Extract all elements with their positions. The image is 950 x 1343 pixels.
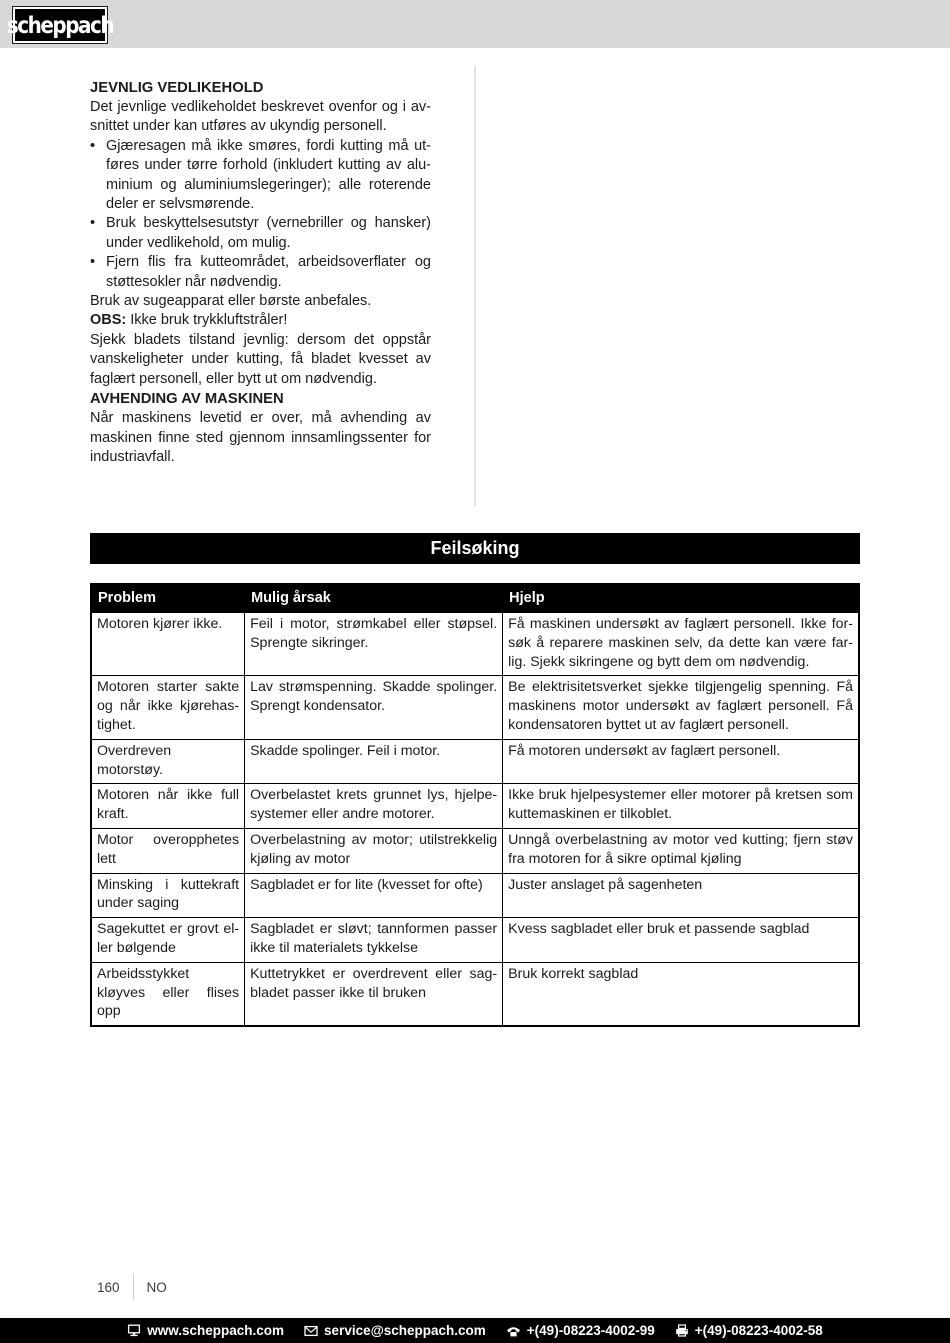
bullet-text: Fjern flis fra kutteområdet, arbeidsoverflater og støttesokler når nødvendig. bbox=[106, 254, 431, 290]
fax-label: +(49)-08223-4002-58 bbox=[694, 1323, 823, 1338]
cell-problem: Overdreven motorstøy. bbox=[91, 739, 245, 784]
disposal-body: Når maskinens levetid er over, må avhending av maskinen finne sted gjennom innsamlingssenter for industriavfall. bbox=[90, 410, 431, 465]
fax-icon bbox=[675, 1324, 689, 1337]
troubleshooting-table bbox=[90, 583, 860, 1027]
cell-cause: Overbelastet krets grunnet lys, hjelpe-systemer eller andre motorer. bbox=[245, 784, 503, 829]
maintenance-recommendation: Bruk av sugeapparat eller børste anbefales. bbox=[90, 293, 372, 310]
table-row bbox=[91, 962, 859, 1026]
maintenance-bullet bbox=[90, 214, 431, 253]
col-header-cause: Mulig årsak bbox=[245, 584, 503, 613]
website-contact bbox=[127, 1323, 284, 1338]
obs-text: Ikke bruk trykkluftstråler! bbox=[130, 312, 288, 329]
cell-cause: Skadde spolinger. Feil i motor. bbox=[245, 739, 503, 784]
troubleshooting-banner bbox=[90, 533, 860, 564]
text-column bbox=[90, 78, 431, 467]
cell-problem: Motoren kjører ikke. bbox=[91, 613, 245, 676]
cell-help: Bruk korrekt sagblad bbox=[503, 962, 859, 1026]
maintenance-closing: Sjekk bladets tilstand jevnlig: dersom det oppstår vanskeligheter under kutting, få bladet kvesset av faglært personell, eller bytt ut om nødvendig. bbox=[90, 331, 431, 387]
scheppach-logo-text: scheppach bbox=[6, 11, 114, 39]
phone-icon bbox=[506, 1325, 521, 1337]
obs-label: OBS: bbox=[90, 312, 127, 329]
table-row bbox=[91, 918, 859, 963]
scheppach-logo bbox=[6, 7, 114, 43]
table-row bbox=[91, 676, 859, 739]
email-label: service@scheppach.com bbox=[324, 1323, 486, 1338]
maintenance-intro: Det jevnlige vedlikeholdet beskrevet ovenfor og i av-snittet under kan utføres av ukyndig personell. bbox=[90, 99, 431, 135]
cell-cause: Sagbladet er sløvt; tannformen passer ikke til materialets tykkelse bbox=[245, 918, 503, 963]
maintenance-warning bbox=[90, 311, 431, 330]
email-icon bbox=[304, 1325, 318, 1337]
cell-cause: Feil i motor, strømkabel eller støpsel. Sprengte sikringer. bbox=[245, 613, 503, 676]
table-row bbox=[91, 613, 859, 676]
troubleshooting-banner-title: Feilsøking bbox=[430, 538, 520, 558]
email-contact bbox=[304, 1323, 486, 1338]
cell-cause: Lav strømspenning. Skadde spolinger. Sprengt kondensator. bbox=[245, 676, 503, 739]
cell-help: Få motoren undersøkt av faglært personell. bbox=[503, 739, 859, 784]
phone-label: +(49)-08223-4002-99 bbox=[526, 1323, 655, 1338]
table-row bbox=[91, 784, 859, 829]
cell-problem: Motoren når ikke full kraft. bbox=[91, 784, 245, 829]
cell-cause: Overbelastning av motor; utilstrekkelig kjøling av motor bbox=[245, 828, 503, 873]
table-header-row bbox=[91, 584, 859, 613]
bullet-text: Bruk beskyttelsesutstyr (vernebriller og hansker) under vedlikehold, om mulig. bbox=[106, 215, 431, 251]
maintenance-heading: JEVNLIG VEDLIKEHOLD bbox=[90, 80, 264, 96]
fax-contact bbox=[675, 1323, 823, 1338]
column-divider bbox=[474, 66, 476, 506]
table-row bbox=[91, 873, 859, 918]
website-label: www.scheppach.com bbox=[147, 1323, 285, 1338]
disposal-heading: AVHENDING AV MASKINEN bbox=[90, 391, 284, 408]
page-number: 160 bbox=[97, 1279, 120, 1295]
cell-help: Be elektrisitetsverket sjekke tilgjengelig spenning. Få maskinens motor undersøkt av faglært personell. Få kondensatoren byttet ut av faglært personell. bbox=[503, 676, 859, 739]
bullet-marker: • bbox=[90, 137, 96, 154]
bullet-marker: • bbox=[90, 215, 96, 232]
col-header-problem: Problem bbox=[91, 584, 245, 613]
cell-cause: Kuttetrykket er overdrevent eller sag-bladet passer ikke til bruken bbox=[245, 962, 503, 1026]
computer-icon bbox=[127, 1324, 141, 1337]
bullet-text: Gjæresagen må ikke smøres, fordi kutting må ut-føres under tørre forhold (inkludert kutting av alu-minium og aluminiumslegeringer); alle roterende deler er selvsmørende. bbox=[106, 137, 431, 213]
cell-problem: Arbeidsstykket kløyves eller flises opp bbox=[91, 962, 245, 1026]
page-footer-divider bbox=[133, 1274, 134, 1300]
cell-help: Ikke bruk hjelpesystemer eller motorer på kretsen som kuttemaskinen er tilkoblet. bbox=[503, 784, 859, 829]
col-header-help: Hjelp bbox=[503, 584, 859, 613]
cell-cause: Sagbladet er for lite (kvesset for ofte) bbox=[245, 873, 503, 918]
cell-help: Få maskinen undersøkt av faglært personell. Ikke for-søk å reparere maskinen selv, da dette kan være far-lig. Sjekk sikringene og bytt dem om nødvendig. bbox=[503, 613, 859, 676]
page-footer bbox=[97, 1274, 167, 1300]
bullet-marker: • bbox=[90, 254, 96, 271]
cell-problem: Motoren starter sakte og når ikke kjørehas-tighet. bbox=[91, 676, 245, 739]
cell-problem: Motor overopphetes lett bbox=[91, 828, 245, 873]
maintenance-bullet bbox=[90, 137, 431, 215]
maintenance-bullet bbox=[90, 253, 431, 292]
cell-help: Unngå overbelastning av motor ved kutting; fjern støv fra motoren for å sikre optimal kjøling bbox=[503, 828, 859, 873]
cell-problem: Sagekuttet er grovt el-ler bølgende bbox=[91, 918, 245, 963]
cell-help: Juster anslaget på sagenheten bbox=[503, 873, 859, 918]
contact-bar bbox=[0, 1318, 950, 1343]
cell-help: Kvess sagbladet eller bruk et passende sagblad bbox=[503, 918, 859, 963]
language-code: NO bbox=[146, 1279, 167, 1295]
table-row bbox=[91, 739, 859, 784]
phone-contact bbox=[506, 1323, 655, 1338]
cell-problem: Minsking i kuttekraft under saging bbox=[91, 873, 245, 918]
troubleshooting-table-wrap bbox=[90, 583, 860, 1027]
table-row bbox=[91, 828, 859, 873]
top-gray-band bbox=[0, 0, 950, 48]
